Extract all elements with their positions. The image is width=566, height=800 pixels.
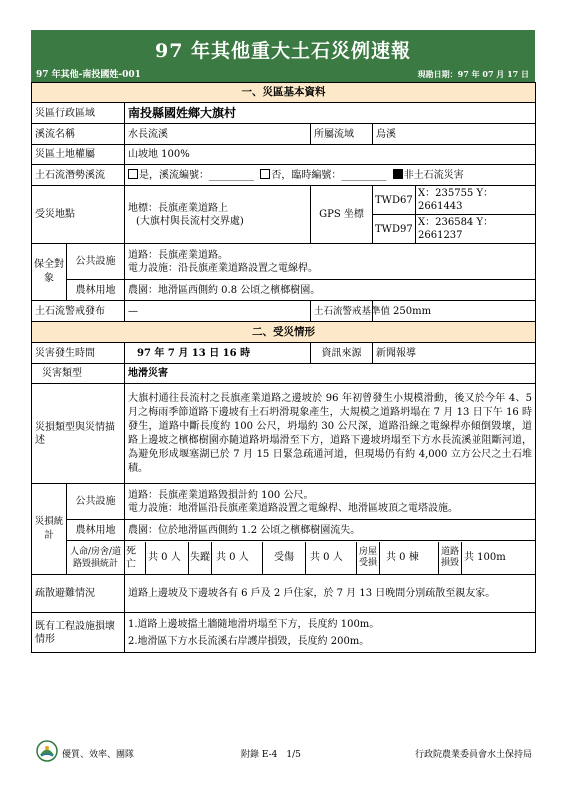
basin-value: 烏溪 bbox=[373, 124, 536, 145]
potential-options: 是，溪流編號：_________ 否，臨時編號：_________ 非土石流災害 bbox=[125, 165, 536, 186]
report-code: 97 年其他-南投國姓-001 bbox=[36, 70, 141, 80]
landmark-line-2: (大旗村與長流村交界處) bbox=[136, 215, 244, 227]
option-yes-label: 是，溪流編號： bbox=[139, 169, 209, 181]
stat-label: 災損統計 bbox=[32, 484, 67, 575]
protect-label: 保全對象 bbox=[32, 244, 67, 301]
landmark-line-1: 地標：長旗產業道路上 bbox=[128, 202, 228, 214]
time-label: 災害發生時間 bbox=[32, 343, 125, 364]
twd67-label: TWD67 bbox=[373, 186, 416, 215]
road-value: 共 100m bbox=[462, 542, 536, 574]
option-non-label: 非土石流災害 bbox=[403, 169, 464, 181]
injured-label: 受傷 bbox=[263, 542, 306, 574]
type-value: 地滑災害 bbox=[125, 364, 536, 384]
house-value: 共 0 棟 bbox=[380, 542, 439, 574]
report-title: 97 年其他重大土石災例速報 bbox=[154, 40, 412, 62]
land-value: 山坡地 100% bbox=[125, 145, 536, 165]
protect-road: 道路：長旗產業道路。 bbox=[128, 249, 228, 261]
evac-label: 疏散避難情況 bbox=[32, 575, 125, 613]
landmark-cell bbox=[125, 186, 311, 244]
checkbox-non-debris bbox=[393, 169, 403, 179]
desc-value: 大旗村通往長流村之長旗產業道路之邊坡於 96 年初曾發生小規模滑動，後又於今年 4、5 月之梅雨季節道路下邊坡有土石坍滑現象產生，大規模之道路坍塌在 7 月 13 日下午 16 時發生，道路中斷長度約 100 公尺，坍塌約 30 公尺深，道路沿線之電線桿亦傾倒毀壞，道路上邊坡之檳榔樹園亦隨道路坍塌滑至下方，道路下邊坡坍塌至下方水長流溪並阻斷河道，為避免形成堰塞湖已於 7 月 15 日緊急疏通河道，但現場仍有約 4,000 立方公尺之土石堆積。 bbox=[125, 384, 536, 484]
warn-label: 土石流警戒發布 bbox=[32, 301, 125, 322]
std-label: 土石流警戒基準值 bbox=[311, 301, 373, 322]
protect-public-value bbox=[125, 244, 536, 280]
people-stats bbox=[125, 541, 536, 575]
existing-line-1: 1.道路上邊坡擋土牆隨地滑坍塌至下方，長度約 100m。 bbox=[128, 618, 380, 630]
twd67-value: X：235755 Y：2661443 bbox=[416, 186, 536, 215]
checkbox-no bbox=[260, 169, 270, 179]
house-label: 房屋受損 bbox=[357, 542, 380, 574]
basin-label: 所屬流域 bbox=[311, 124, 373, 145]
dead-value: 共 0 人 bbox=[146, 542, 189, 574]
existing-value bbox=[125, 613, 536, 653]
evac-value: 道路上邊坡及下邊坡各有 6 戶及 2 戶住家，於 7 月 13 日晚間分別疏散至親友家。 bbox=[125, 575, 536, 613]
missing-value: 共 0 人 bbox=[212, 542, 263, 574]
stat-public-label: 公共設施 bbox=[67, 484, 125, 520]
time-value: 97 年 7 月 13 日 16 時 bbox=[125, 343, 311, 364]
footer-agency: 行政院農業委員會水土保持局 bbox=[414, 750, 532, 760]
report-page bbox=[31, 30, 535, 653]
twd97-value: X：236584 Y：2661237 bbox=[418, 217, 494, 241]
soil-conservation-logo-icon bbox=[36, 740, 58, 762]
missing-label: 失蹤 bbox=[189, 542, 212, 574]
source-label: 資訊來源 bbox=[311, 343, 373, 364]
page-footer bbox=[36, 740, 532, 762]
people-label: 人命/房舍/道路毀損統計 bbox=[67, 541, 125, 575]
admin-value: 南投縣國姓鄉大旗村 bbox=[125, 103, 536, 124]
stat-power: 電力設施：地滑區沿長旗產業道路設置之電線桿、地滑區坡頂之電塔設施。 bbox=[128, 502, 458, 514]
protect-power: 電力設施：沿長旗產業道路設置之電線桿。 bbox=[128, 262, 318, 274]
gps-label: GPS 坐標 bbox=[311, 186, 373, 244]
survey-date: 現勘日期：97 年 07 月 17 日 bbox=[417, 69, 529, 79]
existing-line-2: 2.地滑區下方水長流溪右岸護岸損毀，長度約 200m。 bbox=[128, 635, 370, 647]
source-value: 新聞報導 bbox=[373, 343, 536, 364]
existing-label: 既有工程設施損壞情形 bbox=[32, 613, 125, 653]
protect-public-label: 公共設施 bbox=[67, 244, 125, 280]
desc-label: 災損類型與災情描述 bbox=[32, 384, 125, 484]
twd97-label: TWD97 bbox=[373, 215, 416, 244]
protect-farm-value: 農園：地滑區西側約 0.8 公頃之檳榔樹園。 bbox=[125, 280, 536, 301]
stat-farm-value: 農園：位於地滑區西側約 1.2 公頃之檳榔樹園流失。 bbox=[125, 520, 536, 541]
protect-farm-label: 農林用地 bbox=[67, 280, 125, 301]
footer-slogan: 優質、效率、團隊 bbox=[62, 750, 135, 760]
stream-value: 水長流溪 bbox=[125, 124, 311, 145]
section-damage-heading: 二、受災情形 bbox=[32, 322, 536, 343]
type-label: 災害類型 bbox=[32, 364, 125, 384]
title-banner bbox=[31, 30, 535, 82]
admin-label: 災區行政區域 bbox=[32, 103, 125, 124]
stat-farm-label: 農林用地 bbox=[67, 520, 125, 541]
footer-page-number: 附錄 E-4 1/5 bbox=[241, 750, 301, 760]
stat-road: 道路：長旗產業道路毀損計約 100 公尺。 bbox=[128, 489, 314, 501]
potential-label: 土石流潛勢溪流 bbox=[32, 165, 125, 186]
road-label: 道路損毀 bbox=[439, 542, 462, 574]
stat-public-value bbox=[125, 484, 536, 520]
injured-value: 共 0 人 bbox=[306, 542, 357, 574]
checkbox-yes bbox=[128, 169, 138, 179]
std-value: 250mm bbox=[373, 301, 536, 322]
stream-label: 溪流名稱 bbox=[32, 124, 125, 145]
location-label: 受災地點 bbox=[32, 186, 125, 244]
option-no-label: 否，臨時編號： bbox=[271, 169, 342, 181]
report-table bbox=[31, 82, 536, 653]
land-label: 災區土地權屬 bbox=[32, 145, 125, 165]
warn-value: — bbox=[125, 301, 311, 322]
dead-label: 死亡 bbox=[125, 542, 146, 574]
section-basic-heading: 一、災區基本資料 bbox=[32, 83, 536, 103]
gps-values bbox=[373, 186, 536, 244]
